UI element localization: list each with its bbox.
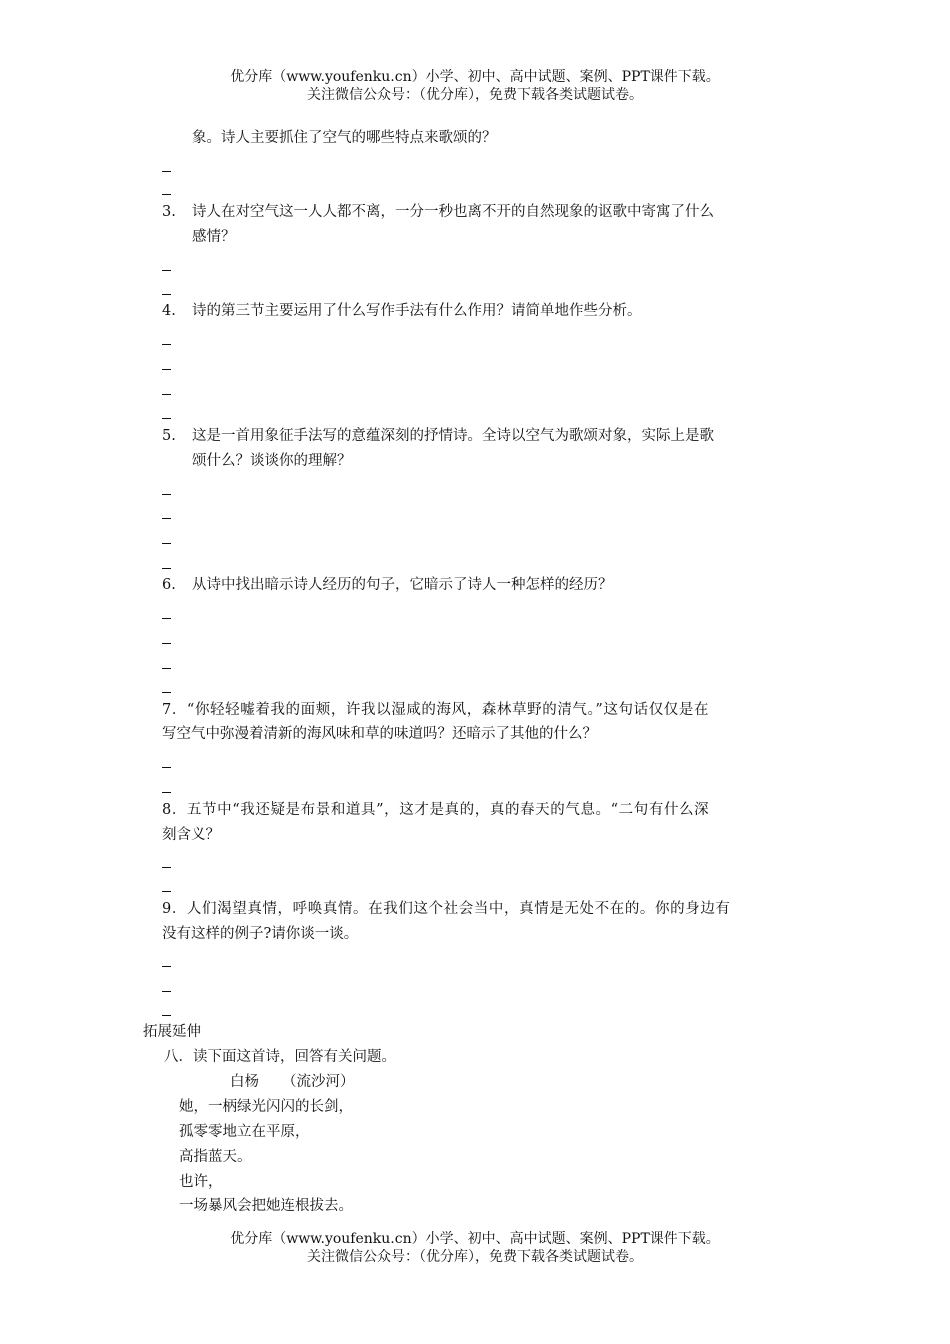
question-8-line-2: 刻含义？ [162,827,220,843]
question-9-line-1: 9．人们渴望真情，呼唤真情。在我们这个社会当中，真情是无处不在的。你的身边有 [162,901,731,917]
question-3-line-1: 诗人在对空气这一人人都不离，一分一秒也离不开的自然现象的讴歌中寄寓了什么 [192,204,714,220]
question-5-line-1: 这是一首用象征手法写的意蕴深刻的抒情诗。全诗以空气为歌颂对象，实际上是歌 [192,428,714,444]
answer-blank [162,394,171,395]
question-6-line-1: 从诗中找出暗示诗人经历的句子，它暗示了诗人一种怎样的经历？ [192,577,613,593]
answer-blank [162,618,171,619]
poem-line: 孤零零地立在平原， [179,1124,310,1140]
answer-blank [162,518,171,519]
question-4-line-1: 诗的第三节主要运用了什么写作手法有什么作用？请简单地作些分析。 [192,303,642,319]
answer-blank [162,966,171,967]
answer-blank [162,991,171,992]
answer-blank [162,194,171,195]
footer-line-1: 优分库（www.youfenku.cn）小学、初中、高中试题、案例、PPT课件下载。 [230,1231,720,1247]
poem-title: 白杨 [230,1074,259,1090]
extension-task: 八．读下面这首诗，回答有关问题。 [164,1049,396,1065]
question-3-line-2: 感情？ [192,229,236,245]
answer-blank [162,171,171,172]
question-4-number: 4. [162,303,176,319]
question-5-line-2: 颂什么？谈谈你的理解？ [192,453,352,469]
answer-blank [162,643,171,644]
page-header [0,68,950,104]
section-heading: 拓展延伸 [143,1024,201,1040]
question-9-line-2: 没有这样的例子?请你谈一谈。 [162,926,359,942]
question-2-tail: 象。诗人主要抓住了空气的哪些特点来歌颂的？ [192,130,497,146]
answer-blank [162,568,171,569]
answer-blank [162,270,171,271]
poem-line: 高指蓝天。 [179,1149,252,1165]
answer-blank [162,494,171,495]
header-line-2: 关注微信公众号：（优分库），免费下载各类试题试卷。 [307,87,643,103]
page-footer [0,1230,950,1266]
answer-blank [162,668,171,669]
answer-blank [162,344,171,345]
answer-blank [162,543,171,544]
poem-author: （流沙河） [282,1074,355,1090]
answer-blank [162,1015,171,1016]
poem-line: 一场暴风会把她连根拔去。 [179,1198,353,1214]
answer-blank [162,692,171,693]
question-7-line-2: 写空气中弥漫着清新的海风味和草的味道吗？还暗示了其他的什么？ [162,726,597,742]
question-6-number: 6. [162,577,176,593]
poem-line: 她，一柄绿光闪闪的长剑， [179,1099,353,1115]
question-7-line-1: 7．“你轻轻嘘着我的面颊，许我以湿咸的海风，森林草野的清气。”这句话仅仅是在 [162,702,710,718]
question-8-line-1: 8．五节中“我还疑是布景和道具”，这才是真的，真的春天的气息。“二句有什么深 [162,802,710,818]
answer-blank [162,792,171,793]
answer-blank [162,369,171,370]
answer-blank [162,867,171,868]
answer-blank [162,294,171,295]
question-3-number: 3. [162,204,176,220]
answer-blank [162,891,171,892]
question-5-number: 5. [162,428,176,444]
footer-line-2: 关注微信公众号：（优分库），免费下载各类试题试卷。 [307,1249,643,1265]
answer-blank [162,767,171,768]
answer-blank [162,418,171,419]
poem-line: 也许， [179,1174,223,1190]
header-line-1: 优分库（www.youfenku.cn）小学、初中、高中试题、案例、PPT课件下载。 [230,69,720,85]
